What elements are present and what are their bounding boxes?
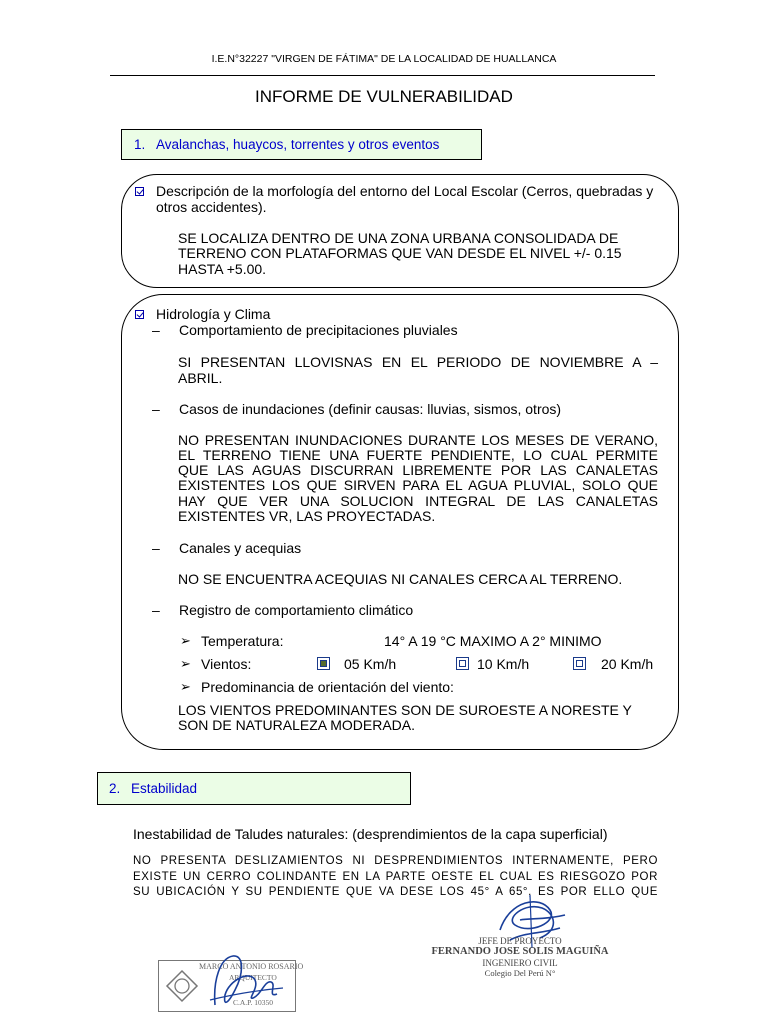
stability-heading: Inestabilidad de Taludes naturales: (desprendimientos de la capa superficial) bbox=[133, 826, 608, 842]
flooding-answer-line2: EL TERRENO TIENE UNA FUERTE PENDIENTE, LO CUAL PERMITE bbox=[178, 447, 658, 463]
hydrology-heading: Hidrología y Clima bbox=[156, 306, 271, 322]
arrow-bullet-icon: ➢ bbox=[180, 679, 191, 694]
precipitation-answer-line2: ABRIL. bbox=[178, 370, 223, 386]
wind-option-10: 10 Km/h bbox=[477, 656, 530, 672]
architect-stamp-profession: ARQUITECTO bbox=[229, 973, 277, 982]
section1-box bbox=[121, 129, 482, 160]
flooding-answer-line5: HAY QUE VER UNA SOLUCION INTEGRAL DE LAS CANALETAS bbox=[178, 493, 658, 509]
document-header: I.E.N°32227 "VIRGEN DE FÁTIMA" DE LA LOCALIDAD DE HUALLANCA bbox=[211, 53, 557, 65]
section1-label: Avalanchas, huaycos, torrentes y otros eventos bbox=[156, 137, 440, 152]
wind-orientation-answer-line2: SON DE NATURALEZA MODERADA. bbox=[178, 717, 416, 733]
wind-checkbox-10[interactable] bbox=[456, 657, 469, 670]
engineer-stamp bbox=[430, 936, 610, 978]
temperature-label: Temperatura: bbox=[201, 633, 284, 649]
architect-stamp-cap: C.A.P. 10350 bbox=[233, 998, 274, 1007]
wind-option-05: 05 Km/h bbox=[344, 656, 397, 672]
stability-text-line3: SU UBICACIÓN Y SU PENDIENTE QUE VA DESE LOS 45° A 65°, ES POR ELLO QUE bbox=[133, 886, 658, 898]
section2-label: Estabilidad bbox=[131, 781, 198, 796]
section1-number: 1. bbox=[134, 137, 146, 152]
wind-orientation-label: Predominancia de orientación del viento: bbox=[201, 679, 454, 695]
dash-bullet: – bbox=[152, 540, 160, 556]
precipitation-answer-line1: SI PRESENTAN LLOVISNAS EN EL PERIODO DE NOVIEMBRE A – bbox=[178, 354, 658, 370]
wind-checkbox-20[interactable] bbox=[573, 657, 586, 670]
flooding-answer-line3: QUE LAS AGUAS DISCURRAN LIBREMENTE POR LAS CANALETAS bbox=[178, 462, 658, 478]
wind-label: Vientos: bbox=[201, 656, 252, 672]
dash-bullet: – bbox=[152, 322, 160, 338]
morphology-answer-line1: SE LOCALIZA DENTRO DE UNA ZONA URBANA CONSOLIDADA DE bbox=[178, 230, 619, 246]
temperature-value: 14° A 19 °C MAXIMO A 2° MINIMO bbox=[384, 633, 602, 649]
flooding-answer-line4: EXISTENTES LOS QUE SIRVEN PARA EL AGUA PLUVIAL, SOLO QUE bbox=[178, 477, 658, 493]
section2-box bbox=[97, 772, 411, 805]
engineer-stamp-title: JEFE DE PROYECTO bbox=[478, 936, 562, 946]
wind-orientation-answer-line1: LOS VIENTOS PREDOMINANTES SON DE SUROESTE A NORESTE Y bbox=[178, 702, 632, 718]
engineer-stamp-name: FERNANDO JOSE SOLIS MAGUIÑA bbox=[431, 946, 609, 957]
morphology-answer-line2: TERRENO CON PLATAFORMAS QUE VAN DESDE EL NIVEL +/- 0.15 bbox=[178, 245, 622, 261]
stability-text-line1: NO PRESENTA DESLIZAMIENTOS NI DESPRENDIMIENTOS INTERNAMENTE, PERO bbox=[133, 855, 658, 867]
morphology-heading: Descripción de la morfología del entorno del Local Escolar (Cerros, quebradas y otros accidentes). bbox=[156, 183, 654, 215]
wind-checkbox-05[interactable] bbox=[317, 657, 330, 670]
engineer-stamp-profession: INGENIERO CIVIL bbox=[482, 958, 558, 968]
section2-number: 2. bbox=[109, 781, 121, 796]
architect-seal-icon bbox=[165, 969, 199, 1003]
architect-signature bbox=[205, 950, 285, 1012]
engineer-stamp-college: Colegio Del Perú N° bbox=[484, 968, 556, 978]
architect-stamp-name: MARCO ANTONIO ROSARIO bbox=[199, 962, 304, 971]
arrow-bullet-icon: ➢ bbox=[180, 656, 191, 671]
header-rule bbox=[110, 75, 655, 76]
dash-bullet: – bbox=[152, 602, 160, 618]
canals-label: Canales y acequias bbox=[179, 540, 302, 556]
checkbox-icon bbox=[135, 310, 144, 319]
flooding-answer-line6: EXISTENTES VR, LAS PROYECTADAS. bbox=[178, 508, 436, 524]
stability-text-line2: EXISTE UN CERRO COLINDANTE EN LA PARTE OESTE EL CUAL ES RIESGOZO POR bbox=[133, 871, 658, 883]
wind-option-20: 20 Km/h bbox=[601, 656, 654, 672]
flooding-answer-line1: NO PRESENTAN INUNDACIONES DURANTE LOS MESES DE VERANO, bbox=[178, 432, 658, 448]
precipitation-label: Comportamiento de precipitaciones pluviales bbox=[179, 322, 458, 338]
canals-answer: NO SE ENCUENTRA ACEQUIAS NI CANALES CERCA AL TERRENO. bbox=[178, 571, 623, 587]
morphology-answer-line3: HASTA +5.00. bbox=[178, 261, 267, 277]
arrow-bullet-icon: ➢ bbox=[180, 633, 191, 648]
climate-record-label: Registro de comportamiento climático bbox=[179, 602, 414, 618]
dash-bullet: – bbox=[152, 401, 160, 417]
flooding-label: Casos de inundaciones (definir causas: lluvias, sismos, otros) bbox=[179, 401, 562, 417]
page-title: INFORME DE VULNERABILIDAD bbox=[255, 87, 513, 106]
checkbox-icon bbox=[135, 187, 144, 196]
